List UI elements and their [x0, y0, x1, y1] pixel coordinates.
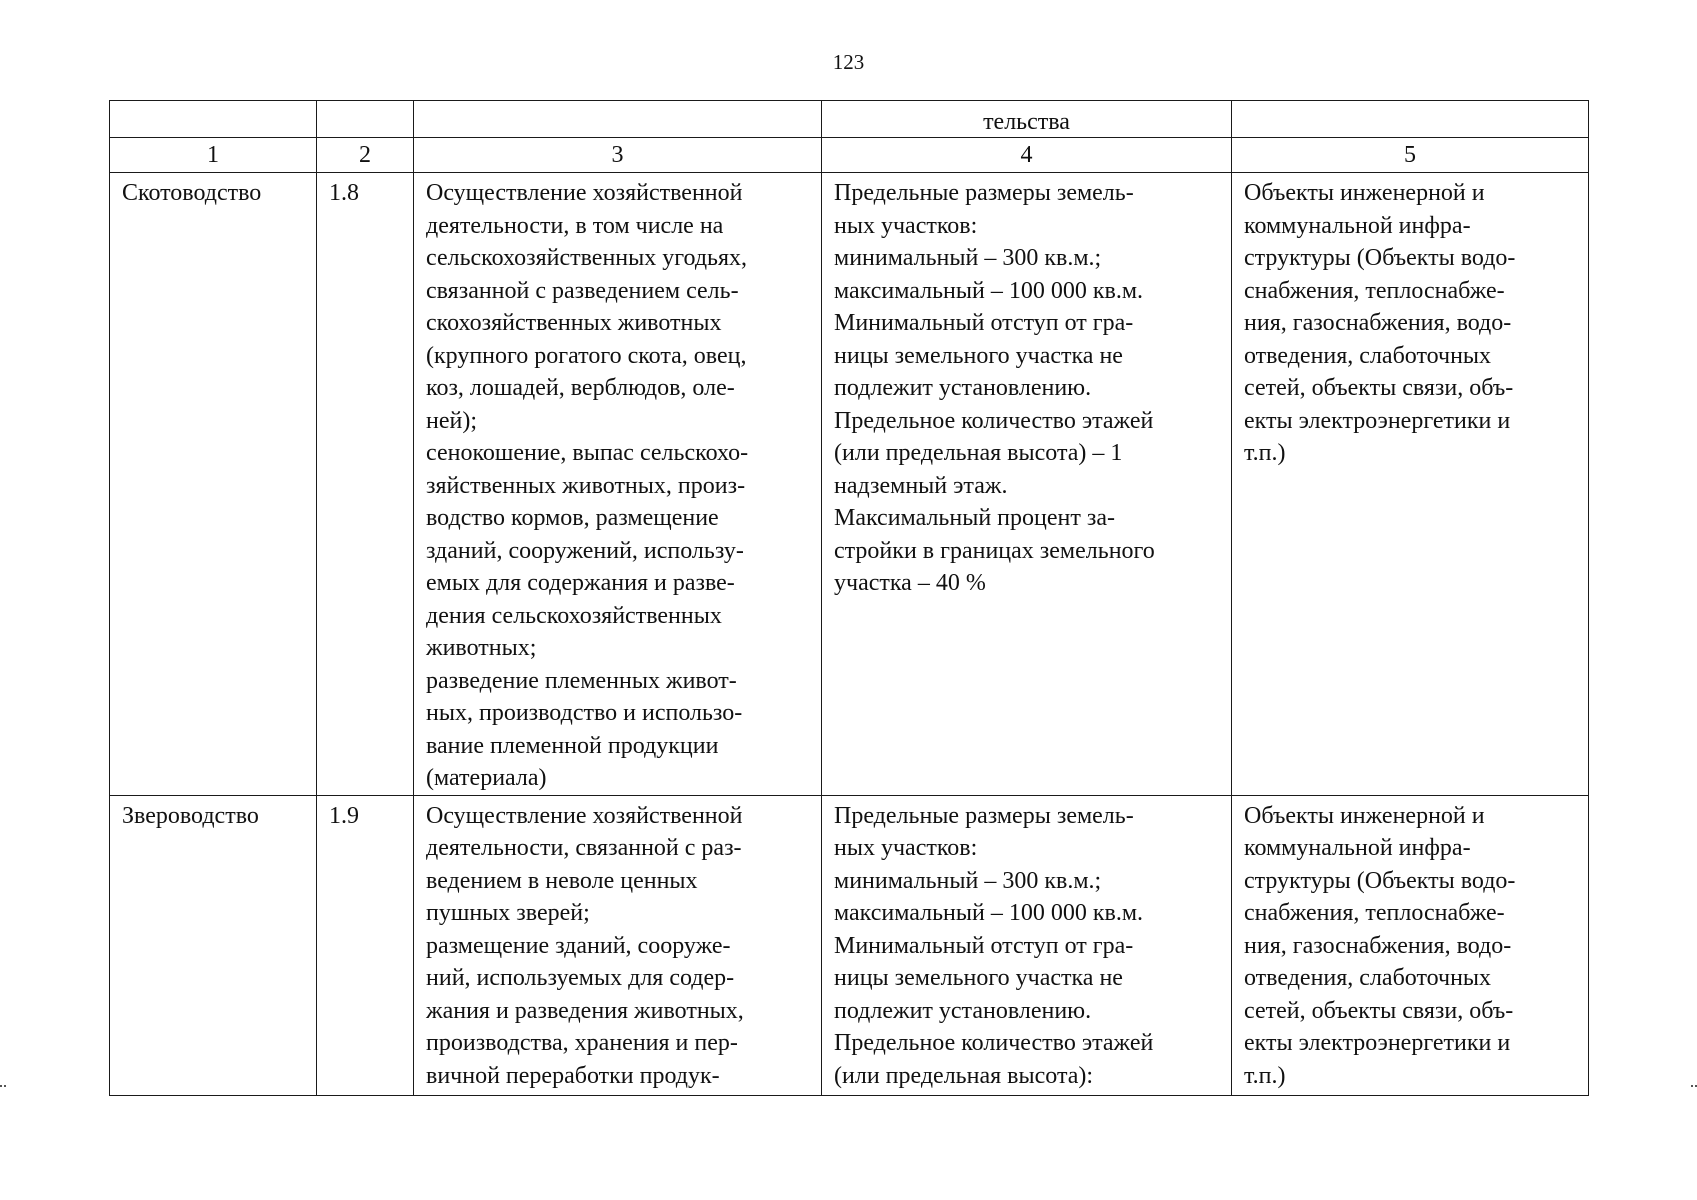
page-number: 123	[832, 50, 865, 74]
land-use-description	[414, 173, 822, 796]
text-line: екты электроэнергетики и	[1244, 407, 1511, 434]
text-line: вание племенной продукции	[426, 732, 719, 759]
text-line: участка – 40 %	[834, 570, 986, 596]
text-line: екты электроэнергетики и	[1244, 1030, 1511, 1056]
land-use-name: Звероводство	[110, 795, 317, 1095]
text-line: структуры (Объекты водо-	[1244, 245, 1516, 271]
text-line: минимальный – 300 кв.м.;	[834, 245, 1102, 271]
column-number-row	[110, 138, 1589, 173]
text-line: Осуществление хозяйственной	[426, 180, 743, 206]
land-use-description	[414, 795, 822, 1095]
text-line: скохозяйственных животных	[426, 310, 722, 336]
text-line: ных, производство и использо-	[426, 700, 743, 726]
text-line: Минимальный отступ от гра-	[834, 310, 1134, 336]
column-number-1: 1	[110, 138, 317, 173]
text-line: ницы земельного участка не	[834, 342, 1123, 369]
text-line: ных участков:	[834, 212, 978, 239]
text-line: ния, газоснабжения, водо-	[1244, 310, 1512, 336]
text-line: Объекты инженерной и	[1244, 180, 1485, 206]
text-line: отведения, слаботочных	[1244, 965, 1492, 991]
text-line: деятельности, в том числе на	[426, 212, 724, 239]
text-line: отведения, слаботочных	[1244, 342, 1492, 369]
text-line: Объекты инженерной и	[1244, 802, 1485, 829]
text-line: ней);	[426, 407, 477, 434]
text-line: снабжения, теплоснабже-	[1244, 277, 1505, 304]
continuation-cell-1	[110, 101, 317, 138]
text-line: сетей, объекты связи, объ-	[1244, 375, 1514, 401]
text-line: (или предельная высота):	[834, 1062, 1094, 1089]
text-line: Предельное количество этажей	[834, 407, 1154, 434]
text-line: емых для содержания и разве-	[426, 570, 735, 596]
text-line: жания и разведения животных,	[426, 997, 744, 1024]
column-number-4: 4	[822, 138, 1232, 173]
text-line: ний, используемых для содер-	[426, 965, 735, 991]
text-line: т.п.)	[1244, 440, 1286, 466]
text-line: разведение племенных живот-	[426, 667, 737, 694]
text-line: ведением в неволе ценных	[426, 867, 698, 894]
text-line: Предельное количество этажей	[834, 1030, 1154, 1056]
land-use-parameters	[822, 795, 1232, 1095]
text-line: зяйственных животных, произ-	[426, 472, 746, 499]
text-line: т.п.)	[1244, 1062, 1286, 1089]
scan-edge-mark-left	[0, 1085, 6, 1087]
text-line: максимальный – 100 000 кв.м.	[834, 277, 1144, 304]
text-line: максимальный – 100 000 кв.м.	[834, 900, 1144, 926]
text-line: дения сельскохозяйственных	[426, 602, 722, 629]
land-use-name: Скотоводство	[110, 173, 317, 796]
text-line: пушных зверей;	[426, 900, 590, 926]
text-line: животных;	[426, 635, 537, 661]
land-use-table	[109, 100, 1589, 1096]
continuation-row	[110, 101, 1589, 138]
text-line: сенокошение, выпас сельскохо-	[426, 440, 749, 466]
text-line: коммунальной инфра-	[1244, 212, 1471, 239]
land-use-code: 1.8	[317, 173, 414, 796]
text-line: снабжения, теплоснабже-	[1244, 900, 1505, 926]
table-row	[110, 173, 1589, 796]
text-line: сельскохозяйственных угодьях,	[426, 245, 748, 271]
text-line: (или предельная высота) – 1	[834, 440, 1123, 466]
continuation-cell-3	[414, 101, 822, 138]
text-line: Осуществление хозяйственной	[426, 802, 743, 829]
text-line: Минимальный отступ от гра-	[834, 932, 1134, 959]
text-line: коз, лошадей, верблюдов, оле-	[426, 375, 735, 401]
continuation-cell-4: тельства	[822, 101, 1232, 138]
text-line: минимальный – 300 кв.м.;	[834, 867, 1102, 894]
auxiliary-objects	[1232, 173, 1589, 796]
text-line: вичной переработки продук-	[426, 1062, 720, 1089]
land-use-code: 1.9	[317, 795, 414, 1095]
text-line: структуры (Объекты водо-	[1244, 867, 1516, 894]
continuation-cell-5	[1232, 101, 1589, 138]
column-number-2: 2	[317, 138, 414, 173]
text-line: производства, хранения и пер-	[426, 1030, 738, 1056]
text-line: Максимальный процент за-	[834, 505, 1115, 531]
column-number-5: 5	[1232, 138, 1589, 173]
text-line: ния, газоснабжения, водо-	[1244, 932, 1512, 959]
text-line: Предельные размеры земель-	[834, 180, 1134, 206]
text-line: надземный этаж.	[834, 472, 1008, 499]
text-line: коммунальной инфра-	[1244, 835, 1471, 861]
text-line: (крупного рогатого скота, овец,	[426, 342, 747, 369]
land-use-parameters	[822, 173, 1232, 796]
text-line: сетей, объекты связи, объ-	[1244, 997, 1514, 1024]
continuation-cell-2	[317, 101, 414, 138]
column-number-3: 3	[414, 138, 822, 173]
text-line: связанной с разведением сель-	[426, 277, 739, 304]
text-line: (материала)	[426, 765, 547, 791]
text-line: подлежит установлению.	[834, 997, 1092, 1024]
text-line: зданий, сооружений, использу-	[426, 537, 744, 564]
text-line: ных участков:	[834, 835, 978, 861]
text-line: подлежит установлению.	[834, 375, 1092, 401]
text-line: стройки в границах земельного	[834, 537, 1155, 564]
text-line: деятельности, связанной с раз-	[426, 835, 742, 861]
table-row	[110, 795, 1589, 1095]
text-line: Предельные размеры земель-	[834, 802, 1134, 829]
text-line: водство кормов, размещение	[426, 505, 719, 531]
text-line: размещение зданий, сооруже-	[426, 932, 731, 959]
scan-edge-mark-right	[1691, 1085, 1697, 1087]
auxiliary-objects	[1232, 795, 1589, 1095]
text-line: ницы земельного участка не	[834, 965, 1123, 991]
